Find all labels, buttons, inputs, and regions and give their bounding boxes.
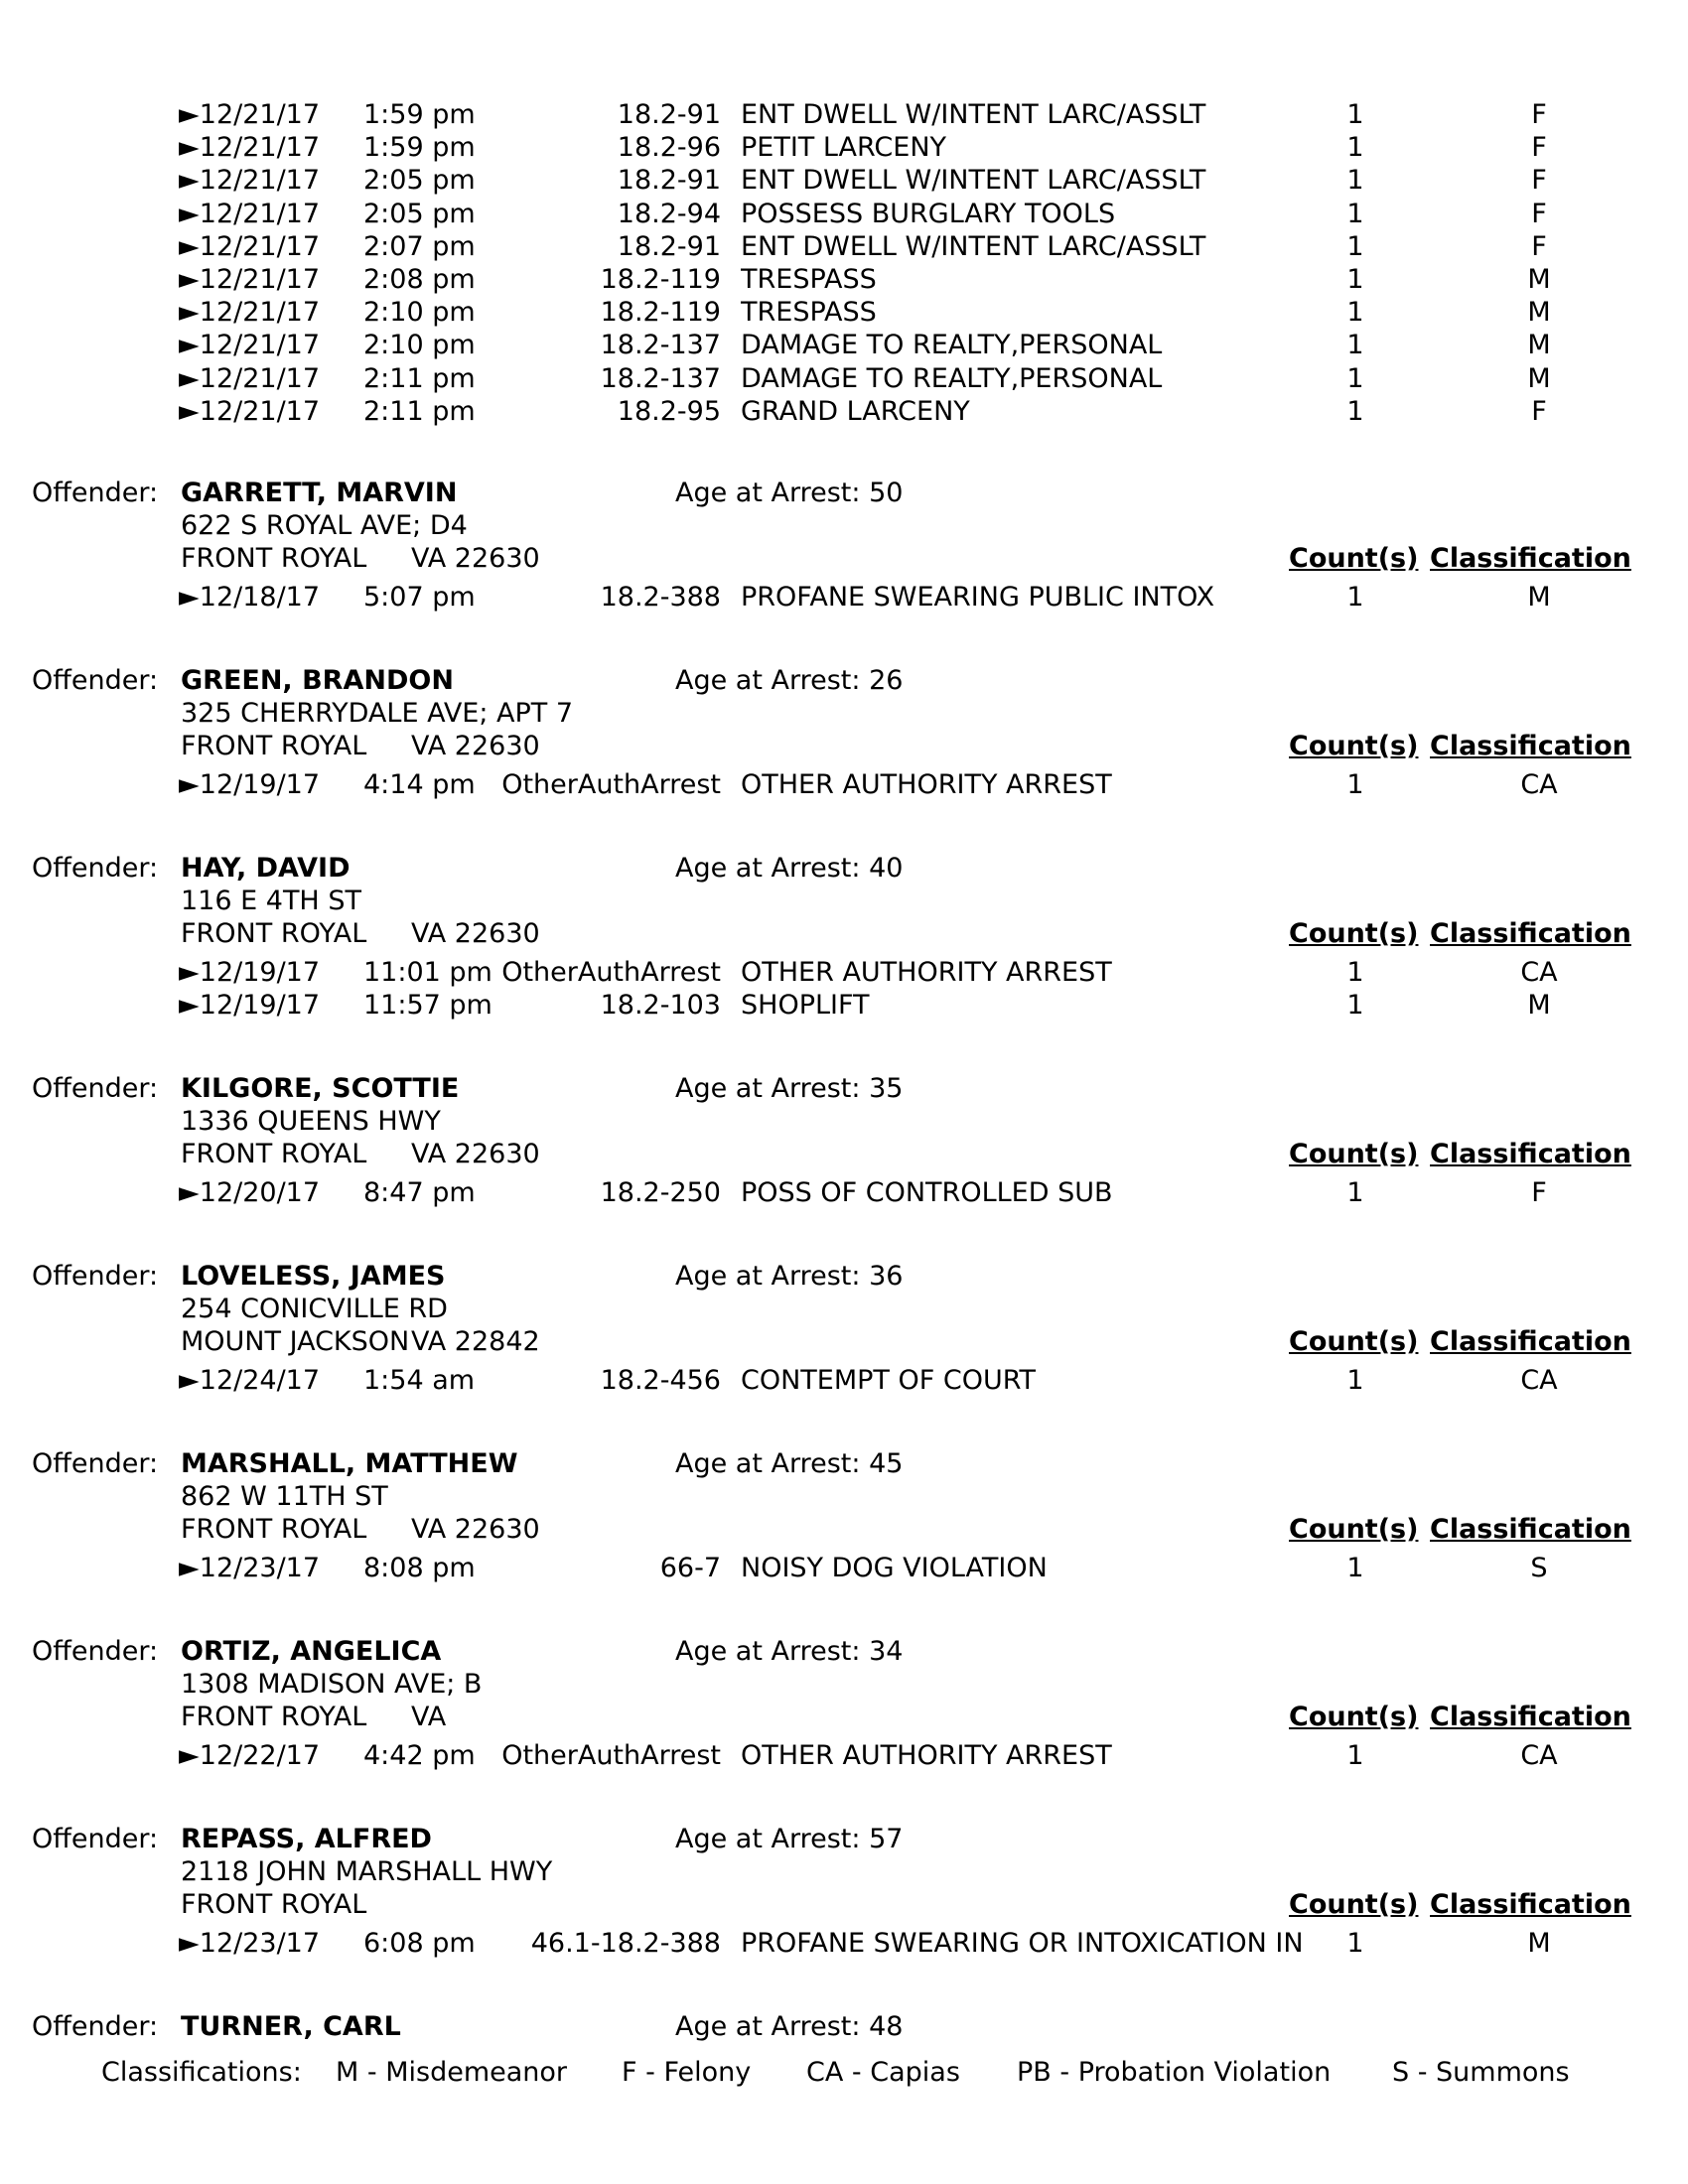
- charge-count: 1: [1346, 1365, 1364, 1396]
- charge-count: 1: [1346, 1177, 1364, 1208]
- counts-header: Count(s): [1289, 1889, 1419, 1920]
- charge-date: ►12/21/17: [179, 165, 321, 197]
- offender-label: Offender:: [32, 1636, 159, 1667]
- charge-count: 1: [1346, 99, 1364, 130]
- charge-count: 1: [1346, 362, 1364, 394]
- charge-classification: M: [1527, 297, 1551, 329]
- charge-description: OTHER AUTHORITY ARREST: [741, 769, 1112, 800]
- charge-time: 2:10 pm: [363, 297, 476, 329]
- offender-label: Offender:: [32, 1824, 159, 1854]
- charge-time: 2:08 pm: [363, 264, 476, 295]
- charge-time: 1:59 pm: [363, 132, 476, 164]
- charge-code: 18.2-91: [617, 165, 721, 197]
- charge-code: OtherAuthArrest: [501, 769, 721, 800]
- charge-time: 4:42 pm: [363, 1740, 476, 1771]
- charge-count: 1: [1346, 1553, 1364, 1583]
- charge-time: 5:07 pm: [363, 582, 476, 613]
- offender-name: TURNER, CARL: [181, 2011, 401, 2042]
- charge-date: ►12/24/17: [179, 1365, 321, 1396]
- charge-description: ENT DWELL W/INTENT LARC/ASSLT: [741, 165, 1206, 197]
- offender-address: 116 E 4TH ST: [181, 886, 361, 916]
- charge-description: ENT DWELL W/INTENT LARC/ASSLT: [741, 99, 1206, 130]
- charge-classification: F: [1531, 165, 1547, 197]
- charge-time: 2:11 pm: [363, 395, 476, 427]
- charge-count: 1: [1346, 230, 1364, 262]
- charge-time: 1:54 am: [363, 1365, 476, 1396]
- age-at-arrest: Age at Arrest: 34: [675, 1636, 904, 1667]
- age-at-arrest: Age at Arrest: 45: [675, 1448, 904, 1479]
- charge-date: ►12/23/17: [179, 1553, 321, 1583]
- charge-code: 18.2-96: [617, 132, 721, 164]
- legend-item: S - Summons: [1392, 2057, 1570, 2088]
- charge-code: 18.2-250: [600, 1177, 721, 1208]
- charge-description: POSS OF CONTROLLED SUB: [741, 1177, 1113, 1208]
- classification-header: Classification: [1430, 1514, 1631, 1545]
- charge-description: NOISY DOG VIOLATION: [741, 1553, 1048, 1583]
- legend-item: F - Felony: [622, 2057, 752, 2088]
- charge-time: 4:14 pm: [363, 769, 476, 800]
- offender-name: GREEN, BRANDON: [181, 665, 454, 696]
- charge-count: 1: [1346, 990, 1364, 1021]
- offender-name: LOVELESS, JAMES: [181, 1261, 446, 1292]
- charge-classification: CA: [1520, 957, 1558, 988]
- charge-code: 18.2-103: [600, 990, 721, 1021]
- age-at-arrest: Age at Arrest: 35: [675, 1073, 904, 1104]
- charge-description: OTHER AUTHORITY ARREST: [741, 957, 1112, 988]
- legend-label: Classifications:: [101, 2057, 302, 2088]
- charge-count: 1: [1346, 1740, 1364, 1771]
- charge-date: ►12/21/17: [179, 395, 321, 427]
- charge-time: 11:57 pm: [363, 990, 492, 1021]
- charge-description: SHOPLIFT: [741, 990, 870, 1021]
- charge-date: ►12/21/17: [179, 264, 321, 295]
- charge-classification: M: [1527, 1928, 1551, 1959]
- counts-header: Count(s): [1289, 731, 1419, 761]
- classification-header: Classification: [1430, 731, 1631, 761]
- charge-time: 2:11 pm: [363, 362, 476, 394]
- charge-count: 1: [1346, 395, 1364, 427]
- charge-classification: S: [1530, 1553, 1548, 1583]
- offender-label: Offender:: [32, 1448, 159, 1479]
- charge-code: 18.2-119: [600, 264, 721, 295]
- charge-code: OtherAuthArrest: [501, 1740, 721, 1771]
- charge-count: 1: [1346, 330, 1364, 361]
- offender-label: Offender:: [32, 1261, 159, 1292]
- charge-description: CONTEMPT OF COURT: [741, 1365, 1037, 1396]
- charge-classification: F: [1531, 230, 1547, 262]
- charge-code: 18.2-388: [600, 582, 721, 613]
- charge-count: 1: [1346, 264, 1364, 295]
- offender-city: FRONT ROYAL: [181, 543, 367, 574]
- charge-description: POSSESS BURGLARY TOOLS: [741, 198, 1116, 229]
- charge-time: 11:01 pm: [363, 957, 492, 988]
- offender-label: Offender:: [32, 2011, 159, 2042]
- offender-address: 325 CHERRYDALE AVE; APT 7: [181, 698, 574, 729]
- charge-time: 1:59 pm: [363, 99, 476, 130]
- charge-classification: M: [1527, 264, 1551, 295]
- charge-code: 18.2-94: [617, 198, 721, 229]
- charge-date: ►12/19/17: [179, 769, 321, 800]
- offender-city: MOUNT JACKSON: [181, 1326, 410, 1357]
- offender-address: 1308 MADISON AVE; B: [181, 1669, 483, 1700]
- offender-name: GARRETT, MARVIN: [181, 478, 458, 508]
- counts-header: Count(s): [1289, 1139, 1419, 1169]
- offender-state-zip: VA 22630: [411, 543, 540, 574]
- offender-state-zip: VA 22842: [411, 1326, 540, 1357]
- offender-city: FRONT ROYAL: [181, 1514, 367, 1545]
- charge-date: ►12/21/17: [179, 362, 321, 394]
- offender-city: FRONT ROYAL: [181, 1889, 367, 1920]
- offender-name: HAY, DAVID: [181, 853, 351, 884]
- offender-name: KILGORE, SCOTTIE: [181, 1073, 460, 1104]
- charge-time: 2:05 pm: [363, 165, 476, 197]
- legend-item: M - Misdemeanor: [336, 2057, 568, 2088]
- charge-date: ►12/22/17: [179, 1740, 321, 1771]
- charge-classification: M: [1527, 582, 1551, 613]
- charge-count: 1: [1346, 198, 1364, 229]
- charge-code: 18.2-91: [617, 99, 721, 130]
- charge-description: ENT DWELL W/INTENT LARC/ASSLT: [741, 230, 1206, 262]
- charge-description: DAMAGE TO REALTY,PERSONAL: [741, 362, 1163, 394]
- counts-header: Count(s): [1289, 1702, 1419, 1732]
- offender-state-zip: VA 22630: [411, 918, 540, 949]
- offender-address: 622 S ROYAL AVE; D4: [181, 510, 468, 541]
- charge-date: ►12/21/17: [179, 297, 321, 329]
- legend-item: CA - Capias: [806, 2057, 960, 2088]
- charge-code: 66-7: [659, 1553, 721, 1583]
- charge-classification: F: [1531, 1177, 1547, 1208]
- offender-state-zip: VA 22630: [411, 1514, 540, 1545]
- charge-code: 18.2-91: [617, 230, 721, 262]
- offender-state-zip: VA: [411, 1702, 447, 1732]
- charge-count: 1: [1346, 1928, 1364, 1959]
- charge-description: OTHER AUTHORITY ARREST: [741, 1740, 1112, 1771]
- charge-code: 18.2-119: [600, 297, 721, 329]
- charge-time: 8:08 pm: [363, 1553, 476, 1583]
- charge-classification: M: [1527, 990, 1551, 1021]
- charge-code: 18.2-137: [600, 362, 721, 394]
- charge-date: ►12/21/17: [179, 99, 321, 130]
- offender-address: 2118 JOHN MARSHALL HWY: [181, 1856, 553, 1887]
- charge-count: 1: [1346, 297, 1364, 329]
- charge-description: TRESPASS: [741, 264, 877, 295]
- legend-item: PB - Probation Violation: [1017, 2057, 1332, 2088]
- charge-date: ►12/21/17: [179, 230, 321, 262]
- offender-label: Offender:: [32, 665, 159, 696]
- classification-header: Classification: [1430, 1326, 1631, 1357]
- offender-label: Offender:: [32, 478, 159, 508]
- charge-time: 6:08 pm: [363, 1928, 476, 1959]
- age-at-arrest: Age at Arrest: 48: [675, 2011, 904, 2042]
- charge-time: 2:10 pm: [363, 330, 476, 361]
- charge-count: 1: [1346, 957, 1364, 988]
- offender-name: REPASS, ALFRED: [181, 1824, 432, 1854]
- charge-description: PROFANE SWEARING PUBLIC INTOX: [741, 582, 1215, 613]
- charge-classification: M: [1527, 362, 1551, 394]
- charge-classification: F: [1531, 198, 1547, 229]
- age-at-arrest: Age at Arrest: 50: [675, 478, 904, 508]
- charge-classification: CA: [1520, 1365, 1558, 1396]
- counts-header: Count(s): [1289, 918, 1419, 949]
- offender-city: FRONT ROYAL: [181, 1139, 367, 1169]
- charge-count: 1: [1346, 769, 1364, 800]
- charge-code: 18.2-95: [617, 395, 721, 427]
- age-at-arrest: Age at Arrest: 36: [675, 1261, 904, 1292]
- charge-description: GRAND LARCENY: [741, 395, 970, 427]
- offender-address: 862 W 11TH ST: [181, 1481, 388, 1512]
- offender-name: MARSHALL, MATTHEW: [181, 1448, 518, 1479]
- charge-time: 2:05 pm: [363, 198, 476, 229]
- charge-date: ►12/21/17: [179, 198, 321, 229]
- counts-header: Count(s): [1289, 543, 1419, 574]
- offender-city: FRONT ROYAL: [181, 731, 367, 761]
- charge-time: 2:07 pm: [363, 230, 476, 262]
- charge-description: PETIT LARCENY: [741, 132, 947, 164]
- charge-classification: F: [1531, 395, 1547, 427]
- charge-date: ►12/18/17: [179, 582, 321, 613]
- charge-classification: CA: [1520, 1740, 1558, 1771]
- charge-code: 18.2-456: [600, 1365, 721, 1396]
- charge-classification: M: [1527, 330, 1551, 361]
- classification-header: Classification: [1430, 1139, 1631, 1169]
- charge-date: ►12/21/17: [179, 132, 321, 164]
- charge-date: ►12/19/17: [179, 957, 321, 988]
- charge-date: ►12/23/17: [179, 1928, 321, 1959]
- offender-label: Offender:: [32, 853, 159, 884]
- classification-header: Classification: [1430, 1702, 1631, 1732]
- charge-classification: F: [1531, 132, 1547, 164]
- classification-header: Classification: [1430, 543, 1631, 574]
- charge-code: 18.2-137: [600, 330, 721, 361]
- charge-description: TRESPASS: [741, 297, 877, 329]
- offender-address: 1336 QUEENS HWY: [181, 1106, 441, 1137]
- charge-classification: F: [1531, 99, 1547, 130]
- offender-state-zip: VA 22630: [411, 1139, 540, 1169]
- charge-classification: CA: [1520, 769, 1558, 800]
- charge-code: 46.1-18.2-388: [530, 1928, 721, 1959]
- offender-label: Offender:: [32, 1073, 159, 1104]
- offender-name: ORTIZ, ANGELICA: [181, 1636, 442, 1667]
- charge-count: 1: [1346, 582, 1364, 613]
- charge-date: ►12/20/17: [179, 1177, 321, 1208]
- charge-date: ►12/19/17: [179, 990, 321, 1021]
- counts-header: Count(s): [1289, 1326, 1419, 1357]
- age-at-arrest: Age at Arrest: 57: [675, 1824, 904, 1854]
- charge-date: ►12/21/17: [179, 330, 321, 361]
- offender-city: FRONT ROYAL: [181, 1702, 367, 1732]
- classification-header: Classification: [1430, 918, 1631, 949]
- charge-description: PROFANE SWEARING OR INTOXICATION IN: [741, 1928, 1304, 1959]
- charge-code: OtherAuthArrest: [501, 957, 721, 988]
- age-at-arrest: Age at Arrest: 26: [675, 665, 904, 696]
- offender-city: FRONT ROYAL: [181, 918, 367, 949]
- offender-state-zip: VA 22630: [411, 731, 540, 761]
- charge-time: 8:47 pm: [363, 1177, 476, 1208]
- charge-count: 1: [1346, 165, 1364, 197]
- classification-header: Classification: [1430, 1889, 1631, 1920]
- offender-address: 254 CONICVILLE RD: [181, 1294, 448, 1324]
- counts-header: Count(s): [1289, 1514, 1419, 1545]
- charge-count: 1: [1346, 132, 1364, 164]
- age-at-arrest: Age at Arrest: 40: [675, 853, 904, 884]
- charge-description: DAMAGE TO REALTY,PERSONAL: [741, 330, 1163, 361]
